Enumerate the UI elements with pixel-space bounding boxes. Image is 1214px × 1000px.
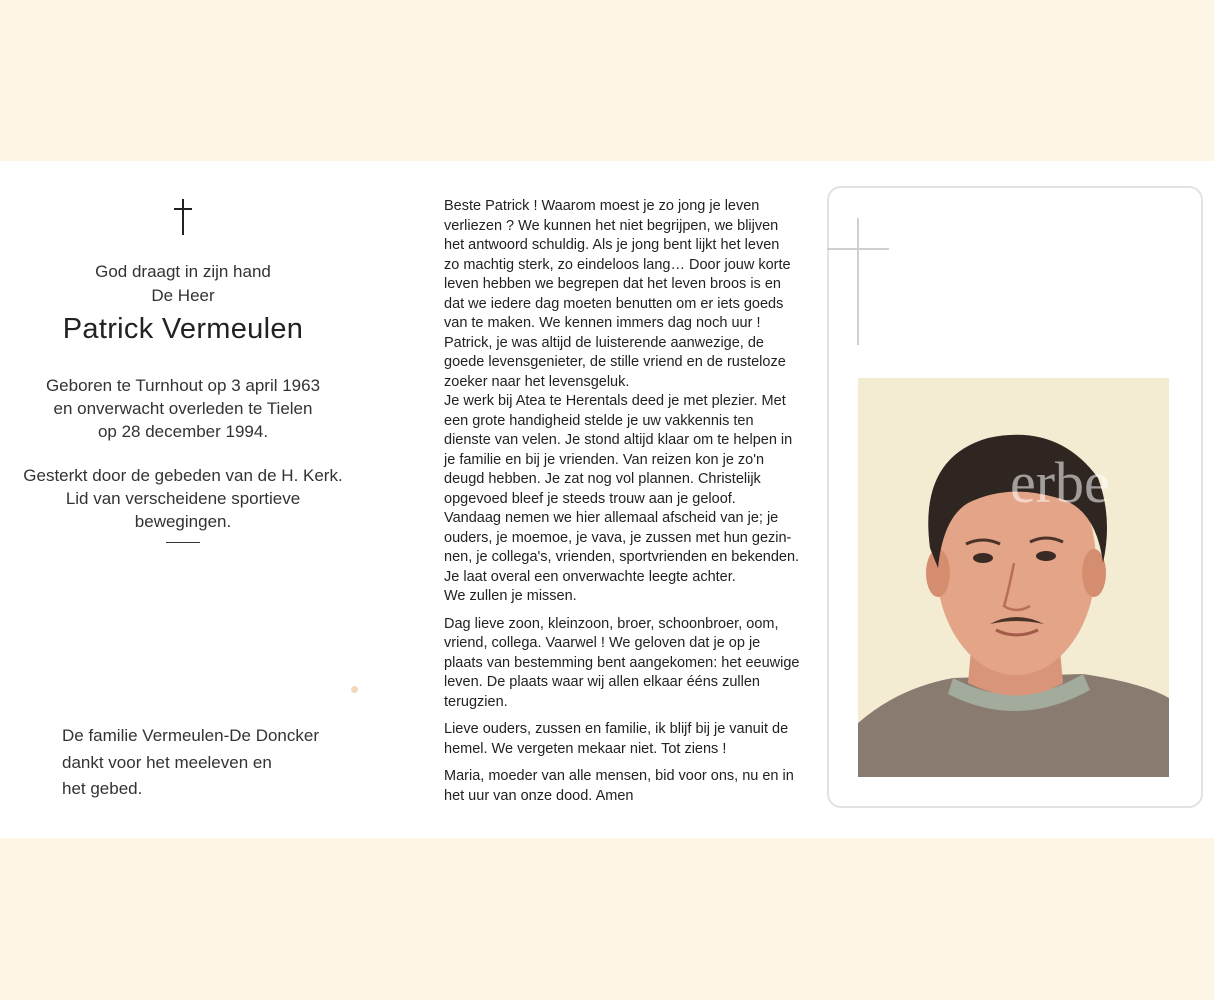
eulogy-line: dat we iedere dag moeten benutten om er iets goeds — [444, 295, 784, 312]
eulogy-line: Dag lieve zoon, kleinzoon, broer, schoonbroer, oom, — [444, 615, 779, 632]
eulogy-line: opgevoed bleef je steeds trouw aan je geloof. — [444, 490, 736, 507]
divider — [166, 542, 200, 543]
eulogy-line: ouders, je moemoe, je vava, je zussen met hun gezin- — [444, 529, 792, 546]
eulogy-line: dienste van velen. Je stond altijd klaar om te helpen in — [444, 432, 793, 448]
eulogy-paragraph-2 — [444, 615, 800, 713]
prayer-paragraph — [444, 767, 794, 806]
eulogy-line: leven. De plaats waar wij allen elkaar ééns zullen — [444, 674, 760, 690]
watermark: erbe — [1010, 450, 1110, 515]
eulogy-line: goede levensgenieter, de stille vriend en de rusteloze — [444, 354, 786, 370]
thin-cross-icon — [857, 218, 859, 345]
eulogy-paragraph-3 — [444, 720, 794, 759]
eulogy-line: verliezen ? We kunnen het niet begrijpen, we blijven — [444, 217, 779, 234]
eulogy-line: Patrick, je was altijd de luisterende aanwezige, de — [444, 334, 764, 351]
eulogy-line: leven hebben we begrepen dat het leven broos is en — [444, 276, 781, 292]
eulogy-line: Maria, moeder van alle mensen, bid voor ons, nu en in — [444, 768, 794, 784]
eulogy-line: je familie en bij je vrienden. Van reizen kon je zo'n — [444, 451, 765, 468]
eulogy-line: Je laat overal een onverwachte leegte achter. — [444, 568, 736, 585]
eulogy-line: terugzien. — [444, 693, 508, 710]
thanks-line-3: het gebed. — [62, 779, 143, 798]
memorial-card — [0, 161, 1214, 838]
faith-line-1: Gesterkt door de gebeden van de H. Kerk. — [23, 466, 343, 485]
eulogy-line: deugd hebben. Je zat nog vol plannen. Christelijk — [444, 471, 761, 487]
portrait-photo — [858, 378, 1169, 777]
eulogy-line: Vandaag nemen we hier allemaal afscheid van je; je — [444, 510, 779, 526]
thanks-line-1: De familie Vermeulen-De Doncker — [62, 726, 319, 745]
eulogy-line: nen, je collega's, vrienden, sportvrienden en bekenden. — [444, 549, 800, 565]
birth-line-2: en onverwacht overleden te Tielen — [53, 399, 313, 418]
eulogy-line: vriend, collega. Vaarwel ! We geloven dat je op je — [444, 635, 761, 651]
motto-line-2: De Heer — [151, 286, 215, 305]
eulogy-line: We zullen je missen. — [444, 588, 577, 604]
thanks-line-2: dankt voor het meeleven en — [62, 753, 272, 772]
birth-line-1: Geboren te Turnhout op 3 april 1963 — [45, 376, 321, 395]
eulogy-line: het uur van onze dood. Amen — [444, 787, 634, 804]
eulogy-line: het antwoord schuldig. Als je jong bent lijkt het leven — [444, 237, 780, 253]
eulogy-line: zoeker naar het levensgeluk. — [444, 373, 630, 390]
eulogy-line: Je werk bij Atea te Herentals deed je met plezier. Met — [444, 393, 786, 409]
motto-line-1: God draagt in zijn hand — [95, 262, 271, 281]
eulogy-line: een grote handigheid stelde je uw vakkennis ten — [444, 412, 754, 429]
deceased-name: Patrick Vermeulen — [62, 313, 304, 345]
paper-spot — [351, 686, 358, 693]
faith-line-2: Lid van verscheidene sportieve — [65, 489, 301, 508]
eulogy-line: van te maken. We kennen immers dag noch uur ! — [444, 315, 761, 331]
faith-line-3: bewegingen. — [134, 512, 232, 531]
thin-cross-bar — [827, 248, 889, 250]
birth-line-3: op 28 december 1994. — [97, 422, 269, 441]
eulogy-line: plaats van bestemming bent aangekomen: het eeuwige — [444, 654, 800, 671]
portrait-illustration — [858, 378, 1169, 777]
eulogy-line: Lieve ouders, zussen en familie, ik blijf bij je vanuit de — [444, 721, 789, 737]
eulogy-line: hemel. We vergeten mekaar niet. Tot ziens ! — [444, 740, 727, 757]
eulogy-line: zo machtig sterk, zo eindeloos lang… Door jouw korte — [444, 256, 791, 273]
eulogy-text — [444, 197, 800, 814]
eulogy-paragraph-1 — [444, 197, 800, 607]
eulogy-line: Beste Patrick ! Waarom moest je zo jong je leven — [444, 198, 760, 214]
cross-icon — [182, 199, 184, 235]
